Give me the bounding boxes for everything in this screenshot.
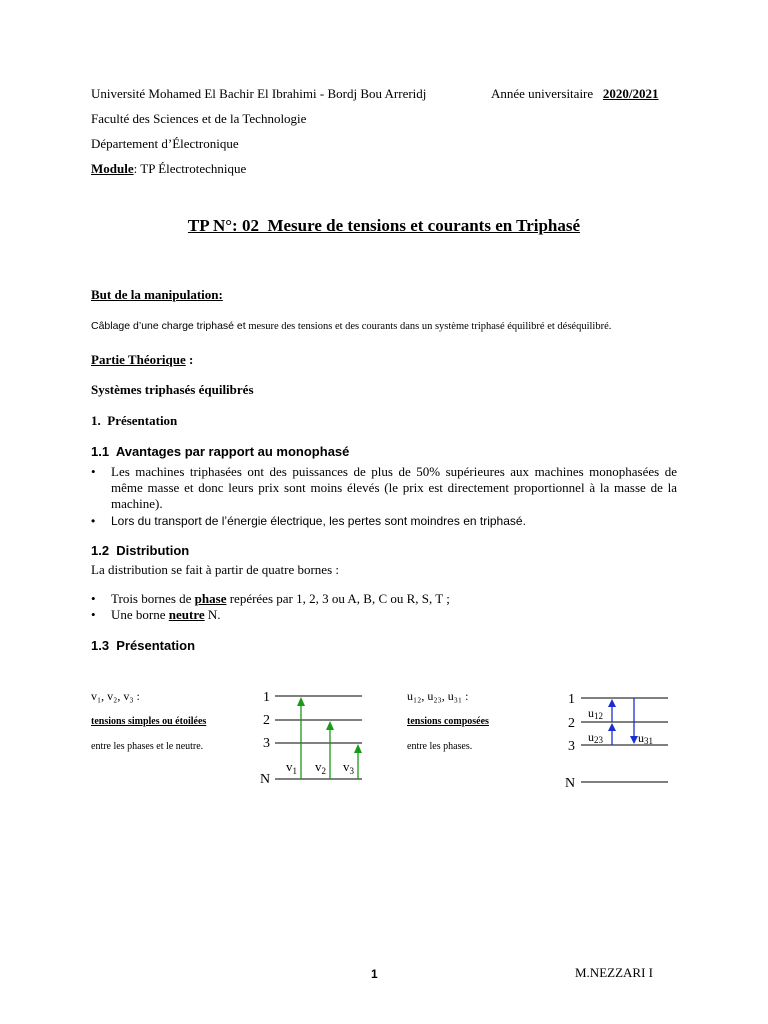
list-item: • Lors du transport de l’énergie électrique, les pertes sont moindres en triphasé. [91, 513, 677, 529]
year-value: 2020/2021 [602, 86, 659, 101]
arrow-u12 [608, 699, 616, 722]
item-text: repérées par 1, 2, 3 ou A, B, C ou R, S, T ; [226, 591, 450, 606]
item-text: N. [204, 607, 221, 622]
label-u12: u12 [588, 706, 603, 721]
arrow-u31 [630, 698, 638, 744]
line-label-n: N [565, 776, 576, 791]
list-item [91, 591, 677, 607]
module-value: : TP Électrotechnique [133, 161, 247, 176]
page-number: 1 [371, 967, 378, 981]
item-text: Une borne [111, 607, 169, 622]
theory-heading-suffix: : [185, 352, 194, 367]
line-voltages-label: tensions composées [407, 716, 489, 727]
page-title: TP N°: 02 Mesure de tensions et courants en Triphasé [187, 216, 581, 235]
theory-subheading: Systèmes triphasés équilibrés [91, 382, 254, 397]
label-v3: $v_3$ [343, 759, 354, 776]
theory-heading [91, 352, 193, 368]
module-line [91, 161, 246, 177]
distribution-intro: La distribution se fait à partir de quatre bornes : [91, 562, 340, 577]
simple-voltages-diagram [255, 683, 370, 788]
section-1-2-heading: 1.2 Distribution [91, 543, 190, 558]
line-label-2: 2 [568, 716, 575, 731]
item-keyword: neutre [168, 607, 205, 622]
academic-year [491, 86, 659, 102]
theory-heading-text: Partie Théorique [91, 352, 186, 367]
item-text: Trois bornes de [111, 591, 195, 606]
list-item [91, 607, 677, 623]
line-voltages-symbols: u₁₂, u₂₃, u₃₁ : [407, 689, 469, 703]
label-u31: u31 [638, 731, 653, 746]
label-u23: u23 [588, 730, 603, 745]
goal-text [91, 320, 611, 332]
line-label-3: 3 [568, 739, 575, 754]
module-label: Module [91, 161, 134, 176]
goal-heading: But de la manipulation: [91, 287, 223, 302]
label-v2: $v_2$ [315, 759, 326, 776]
year-label: Année universitaire [491, 86, 594, 101]
university-name: Université Mohamed El Bachir El Ibrahimi - Bordj Bou Arreridj [91, 86, 427, 101]
simple-voltages-symbols: v₁, v₂, v₃ : [91, 689, 140, 703]
line-voltages-diagram [560, 687, 672, 793]
arrow-v3 [354, 744, 362, 779]
arrow-v2 [326, 721, 334, 779]
list-item: • Les machines triphasées ont des puissances de plus de 50% supérieures aux machines monophasées de même masse et donc leurs prix sont moins élevés (le prix est directement proportionnel à la masse de la machine). [91, 464, 677, 512]
section-1-3-heading: 1.3 Présentation [91, 638, 196, 653]
line-label-n: N [260, 772, 271, 787]
advantages-list [91, 464, 677, 529]
section-1-1-heading: 1.1 Avantages par rapport au monophasé [91, 444, 350, 459]
line-label-3: 3 [263, 736, 270, 751]
goal-text-a: Câblage d’une charge triphasé et [91, 320, 246, 332]
line-voltages-desc: entre les phases. [407, 741, 473, 752]
label-v1: $v_1$ [286, 759, 297, 776]
line-label-2: 2 [263, 713, 270, 728]
arrow-u23 [608, 723, 616, 745]
arrow-v1 [297, 697, 305, 779]
item-keyword: phase [194, 591, 227, 606]
line-label-1: 1 [263, 690, 270, 705]
simple-voltages-desc: entre les phases et le neutre. [91, 741, 204, 752]
department-name: Département d’Électronique [91, 136, 239, 151]
author-name: M.NEZZARI I [575, 965, 653, 980]
simple-voltages-label: tensions simples ou étoilées [91, 716, 207, 727]
faculty-name: Faculté des Sciences et de la Technologie [91, 111, 307, 126]
goal-text-b: mesure des tensions et des courants dans un système triphasé équilibré et déséquilibré. [245, 321, 612, 332]
line-label-1: 1 [568, 692, 575, 707]
terminals-list [91, 591, 677, 623]
section-1-heading: 1. Présentation [91, 413, 178, 428]
